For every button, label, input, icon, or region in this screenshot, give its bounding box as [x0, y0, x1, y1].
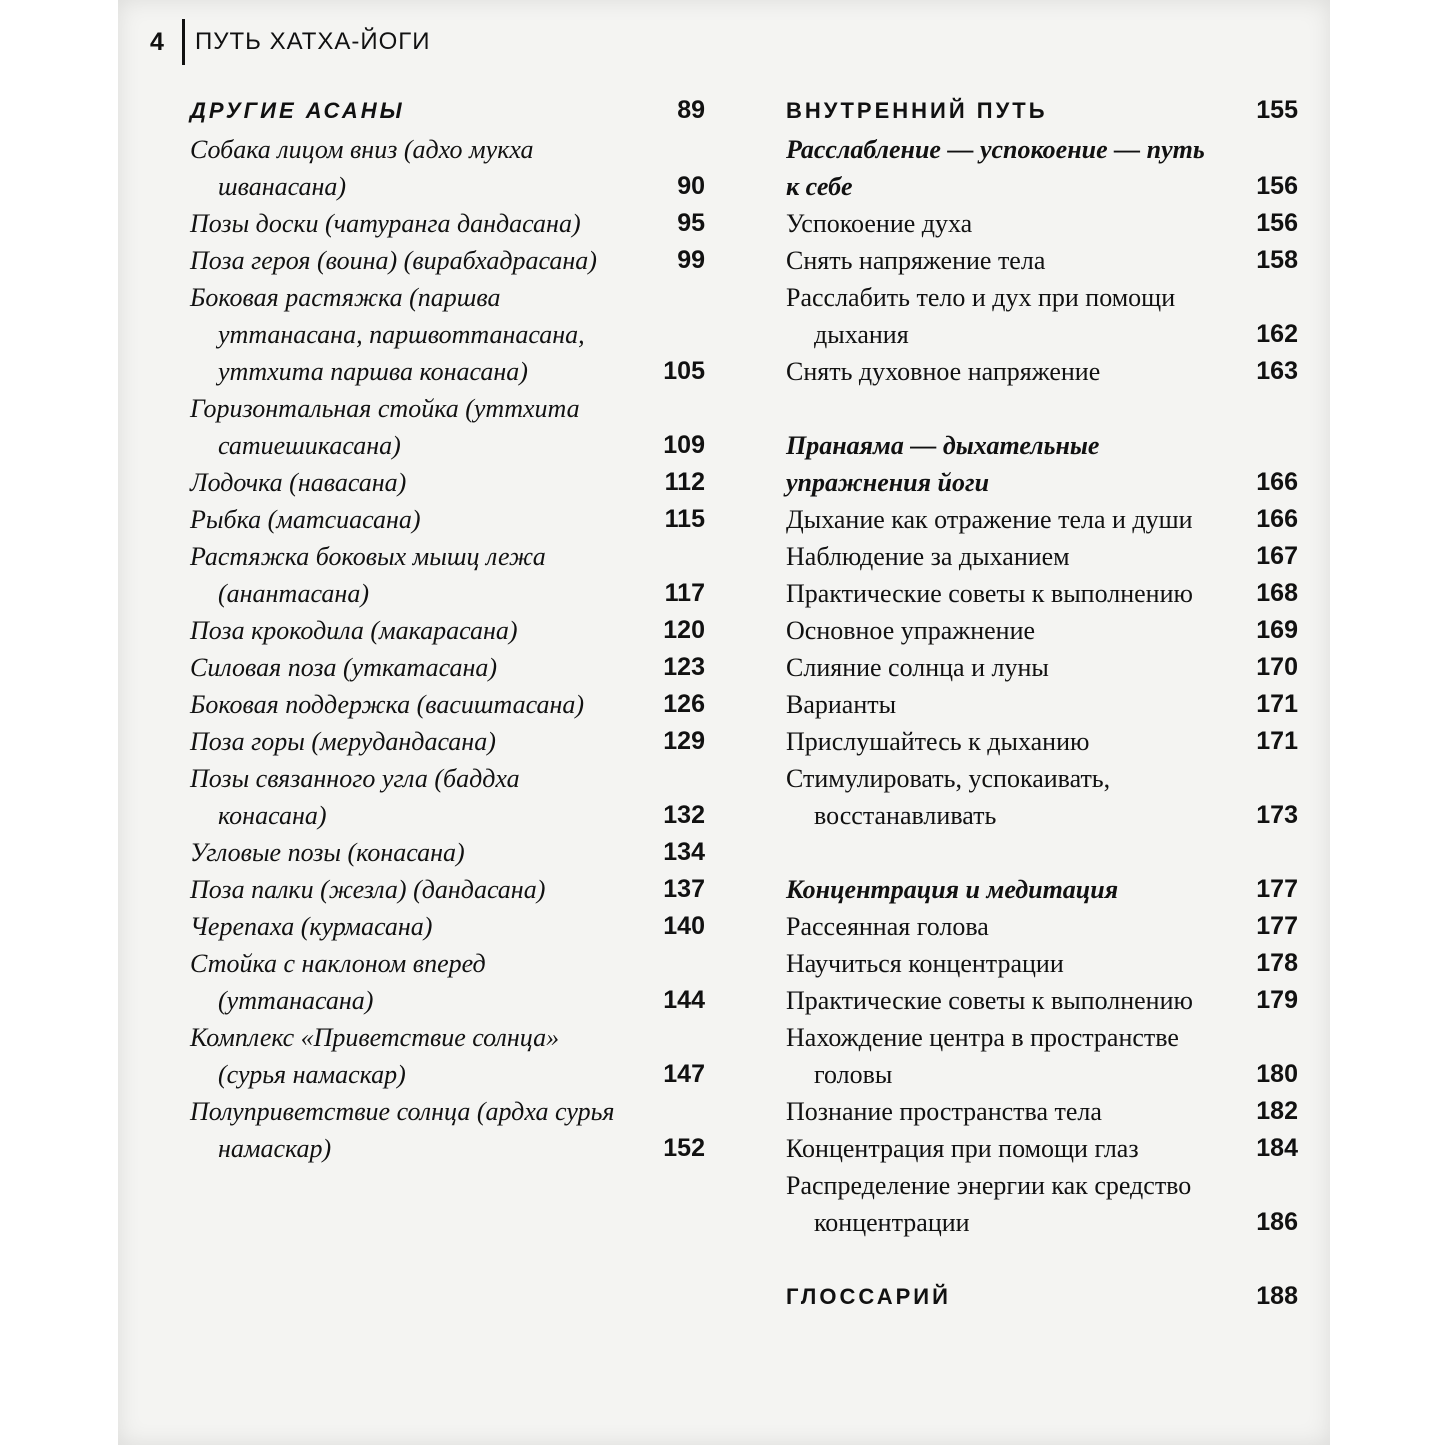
toc-entry-title: Концентрация и медитация	[786, 875, 1119, 904]
spacer	[786, 1241, 1298, 1278]
toc-entry-title: Снять напряжение тела	[786, 246, 1046, 275]
toc-entry-title: Растяжка боковых мышц лежа (анантасана)	[190, 542, 546, 608]
toc-entry-title: Лодочка (навасана)	[190, 468, 407, 497]
toc-entry-title: Собака лицом вниз (адхо мукха шванасана)	[190, 135, 534, 201]
toc-entry-title: Позы связанного угла (баддха конасана)	[190, 764, 520, 830]
toc-entry	[190, 1019, 705, 1093]
toc-entry-title: Основное упражнение	[786, 616, 1036, 645]
toc-page-number: 163	[1256, 357, 1298, 385]
toc-subsection-heading	[786, 131, 1298, 205]
toc-page-number: 115	[664, 505, 705, 533]
toc-entry	[190, 131, 705, 205]
page-number: 4	[150, 27, 164, 56]
toc-entry	[190, 834, 705, 871]
toc-page-number: 156	[1256, 172, 1298, 200]
toc-page-number: 171	[1256, 690, 1298, 718]
toc-page-number: 178	[1256, 949, 1298, 977]
toc-section-heading: ДРУГИЕ АСАНЫ 89	[190, 96, 705, 124]
toc-entry-title: Научиться концентрации	[786, 949, 1064, 978]
toc-entry	[786, 686, 1298, 723]
toc-entry-title: Распределение энергии как средство концентрации	[786, 1171, 1192, 1237]
toc-page-number: 144	[663, 986, 705, 1014]
toc-page-number: 184	[1256, 1134, 1298, 1162]
toc-entry-title: Поза палки (жезла) (дандасана)	[190, 875, 546, 904]
toc-entry-title: Комплекс «Приветствие солнца» (сурья намаскар)	[190, 1023, 560, 1089]
toc-page-number: 90	[677, 172, 705, 200]
toc-page-number: 177	[1256, 875, 1298, 903]
toc-entry	[786, 538, 1298, 575]
toc-entry-title: Боковая поддержка (васиштасана)	[190, 690, 585, 719]
toc-entry	[190, 390, 705, 464]
toc-entry	[190, 871, 705, 908]
toc-entry	[786, 279, 1298, 353]
toc-entry	[190, 464, 705, 501]
toc-page-number: 123	[663, 653, 705, 681]
spacer	[786, 390, 1298, 427]
toc-entry	[190, 242, 705, 279]
toc-entry-title: Рыбка (матсиасана)	[190, 505, 421, 534]
toc-entry	[786, 1093, 1298, 1130]
toc-entry-title: Расслабить тело и дух при помощи дыхания	[786, 283, 1176, 349]
toc-entry-title: Снять духовное напряжение	[786, 357, 1101, 386]
toc-glossary-heading	[786, 1278, 1298, 1315]
toc-entry-list	[786, 131, 1298, 1315]
header-divider	[182, 19, 185, 65]
toc-page-number: 120	[663, 616, 705, 644]
toc-page-number: 188	[1256, 1282, 1298, 1310]
toc-page-number: 105	[663, 357, 705, 385]
toc-page-number: 140	[663, 912, 705, 940]
toc-entry-title: Познание пространства тела	[786, 1097, 1102, 1126]
toc-entry	[786, 353, 1298, 390]
toc-entry	[190, 760, 705, 834]
toc-page-number: 162	[1256, 320, 1298, 348]
toc-entry	[190, 501, 705, 538]
toc-entry	[786, 945, 1298, 982]
toc-page-number: 137	[663, 875, 705, 903]
toc-page-number: 171	[1256, 727, 1298, 755]
toc-entry	[786, 649, 1298, 686]
toc-entry-title: Пранаяма — дыхательные упражнения йоги	[786, 431, 1100, 497]
toc-entry	[190, 1093, 705, 1167]
toc-entry-title: Практические советы к выполнению	[786, 579, 1193, 608]
toc-page-number: 167	[1256, 542, 1298, 570]
toc-entry	[786, 723, 1298, 760]
toc-page-number: 170	[1256, 653, 1298, 681]
toc-entry-title: Стимулировать, успокаивать, восстанавливать	[786, 764, 1111, 830]
toc-left-column	[190, 92, 705, 1167]
toc-entry-title: Поза крокодила (макарасана)	[190, 616, 518, 645]
toc-page-number: 99	[677, 246, 705, 274]
toc-entry-title: Угловые позы (конасана)	[190, 838, 465, 867]
toc-page-number: 168	[1256, 579, 1298, 607]
toc-entry-title: Горизонтальная стойка (уттхита сатиешикасана)	[190, 394, 580, 460]
toc-entry-title: Позы доски (чатуранга дандасана)	[190, 209, 581, 238]
toc-entry-title: Прислушайтесь к дыханию	[786, 727, 1090, 756]
toc-entry	[190, 649, 705, 686]
toc-entry	[190, 538, 705, 612]
toc-page-number: 95	[677, 209, 705, 237]
toc-entry-title: Рассеянная голова	[786, 912, 989, 941]
toc-entry-title: Силовая поза (уткатасана)	[190, 653, 497, 682]
toc-entry-title: Поза героя (воина) (вирабхадрасана)	[190, 246, 597, 275]
toc-entry	[786, 242, 1298, 279]
toc-entry	[190, 945, 705, 1019]
toc-subsection-heading	[786, 427, 1298, 501]
toc-entry	[786, 575, 1298, 612]
toc-page-number: 117	[664, 579, 705, 607]
toc-entry-title: Нахождение центра в пространстве головы	[786, 1023, 1179, 1089]
toc-entry	[190, 612, 705, 649]
toc-page-number: 134	[663, 838, 705, 866]
toc-entry	[190, 205, 705, 242]
toc-entry	[786, 205, 1298, 242]
toc-entry	[786, 1019, 1298, 1093]
toc-entry	[190, 908, 705, 945]
toc-entry-title: Успокоение духа	[786, 209, 973, 238]
toc-page-number: 166	[1256, 468, 1298, 496]
toc-page-number: 177	[1256, 912, 1298, 940]
toc-page-number: 173	[1256, 801, 1298, 829]
toc-page-number: 132	[663, 801, 705, 829]
toc-entry	[786, 612, 1298, 649]
toc-page-number: 112	[664, 468, 705, 496]
toc-page-number: 129	[663, 727, 705, 755]
toc-entry	[786, 1167, 1298, 1241]
toc-entry	[786, 1130, 1298, 1167]
toc-entry-title: Стойка с наклоном вперед (уттанасана)	[190, 949, 486, 1015]
toc-section-heading: ВНУТРЕННИЙ ПУТЬ 155	[786, 96, 1298, 124]
toc-subsection-heading	[786, 871, 1298, 908]
toc-entry-list	[190, 131, 705, 1167]
toc-entry-title: Полуприветствие солнца (ардха сурья намаскар)	[190, 1097, 615, 1163]
toc-entry-title: ГЛОССАРИЙ	[786, 1284, 951, 1309]
spacer	[786, 834, 1298, 871]
toc-page-number: 180	[1256, 1060, 1298, 1088]
page-header	[150, 22, 431, 62]
toc-page-number: 186	[1256, 1208, 1298, 1236]
toc-entry	[786, 982, 1298, 1019]
toc-right-column	[786, 92, 1298, 1317]
toc-page-number: 147	[663, 1060, 705, 1088]
toc-page-number: 169	[1256, 616, 1298, 644]
toc-entry-title: Поза горы (мерудандасана)	[190, 727, 496, 756]
toc-entry-title: Боковая растяжка (паршва уттанасана, паршвоттанасана, уттхита паршва конасана)	[190, 283, 585, 386]
toc-entry-title: Слияние солнца и луны	[786, 653, 1049, 682]
toc-entry	[190, 279, 705, 390]
toc-entry-title: Концентрация при помощи глаз	[786, 1134, 1139, 1163]
toc-entry-title: Наблюдение за дыханием	[786, 542, 1070, 571]
toc-page-number: 182	[1256, 1097, 1298, 1125]
toc-page-number: 152	[663, 1134, 705, 1162]
running-title: ПУТЬ ХАТХА-ЙОГИ	[195, 28, 431, 55]
toc-entry-title: Дыхание как отражение тела и души	[786, 505, 1193, 534]
toc-entry	[190, 686, 705, 723]
toc-entry-title: Варианты	[786, 690, 897, 719]
toc-page-number: 179	[1256, 986, 1298, 1014]
toc-page-number: 109	[663, 431, 705, 459]
toc-entry-title: Черепаха (курмасана)	[190, 912, 433, 941]
toc-entry	[190, 723, 705, 760]
toc-entry-title: Практические советы к выполнению	[786, 986, 1193, 1015]
toc-entry	[786, 501, 1298, 538]
toc-page-number: 166	[1256, 505, 1298, 533]
toc-entry	[786, 908, 1298, 945]
toc-entry	[786, 760, 1298, 834]
toc-entry-title: Расслабление — успокоение — путь к себе	[786, 135, 1205, 201]
toc-page-number: 158	[1256, 246, 1298, 274]
toc-page-number: 156	[1256, 209, 1298, 237]
toc-page-number: 126	[663, 690, 705, 718]
